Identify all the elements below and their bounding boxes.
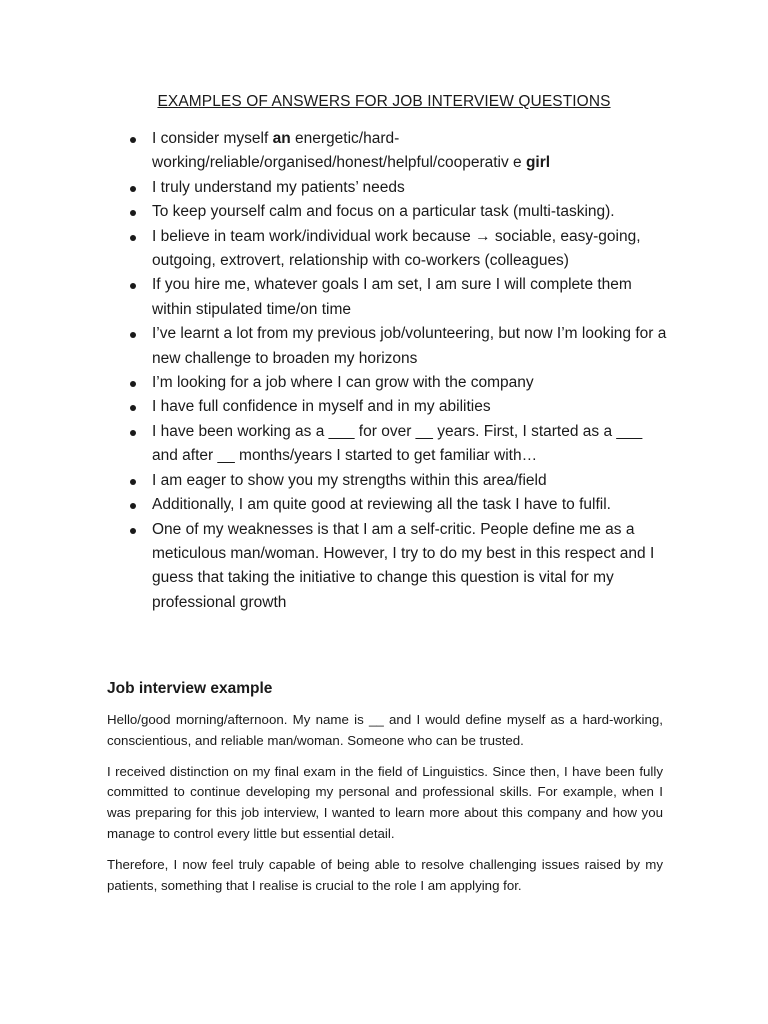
interview-example-section: [107, 680, 663, 906]
list-item: Additionally, I am quite good at reviewing all the task I have to fulfil.: [120, 493, 672, 517]
answer-list: [120, 127, 672, 615]
arrow-icon: →: [475, 227, 491, 245]
list-item: I have full confidence in myself and in my abilities: [120, 395, 672, 419]
item-text: I consider myself: [152, 130, 273, 147]
list-item: I have been working as a ___ for over __ years. First, I started as a ___ and after __ months/years I started to get familiar with…: [120, 420, 672, 469]
section-heading: Job interview example: [107, 680, 273, 697]
document-title: EXAMPLES OF ANSWERS FOR JOB INTERVIEW QUESTIONS: [157, 93, 611, 110]
list-item: I’m looking for a job where I can grow with the company: [120, 371, 672, 395]
paragraph: I received distinction on my final exam in the field of Linguistics. Since then, I have been fully committed to continue developing my personal and professional skills. For example, when I was preparing for this job interview, I wanted to learn more about this company and how you manage to control every little but essential detail.: [107, 763, 663, 841]
item-text: I believe in team work/individual work because: [152, 227, 476, 245]
list-item: One of my weaknesses is that I am a self-critic. People define me as a meticulous man/woman. However, I try to do my best in this respect and I guess that taking the initiative to change this question is vital for my professional growth: [120, 518, 672, 616]
item-text: sociable, easy-going, outgoing, extrovert, relationship with co-workers (colleagues): [152, 227, 641, 270]
bold-word: an: [272, 130, 291, 147]
list-item: [120, 225, 672, 274]
list-item: To keep yourself calm and focus on a particular task (multi-tasking).: [120, 200, 672, 224]
list-item: I am eager to show you my strengths within this area/field: [120, 469, 672, 493]
list-item: [120, 127, 672, 176]
item-text: energetic/hard-working/reliable/organised/honest/helpful/cooperativ e: [152, 130, 526, 172]
bold-word: girl: [525, 154, 551, 172]
paragraph: Hello/good morning/afternoon. My name is __ and I would define myself as a hard-working, conscientious, and reliable man/woman. Someone who can be trusted.: [107, 712, 663, 748]
paragraph: Therefore, I now feel truly capable of being able to resolve challenging issues raised by my patients, something that I realise is crucial to the role I am applying for.: [107, 856, 663, 893]
list-item: I truly understand my patients’ needs: [120, 176, 672, 200]
list-item: If you hire me, whatever goals I am set, I am sure I will complete them within stipulated time/on time: [120, 273, 672, 322]
list-item: I’ve learnt a lot from my previous job/volunteering, but now I’m looking for a new challenge to broaden my horizons: [120, 322, 672, 371]
